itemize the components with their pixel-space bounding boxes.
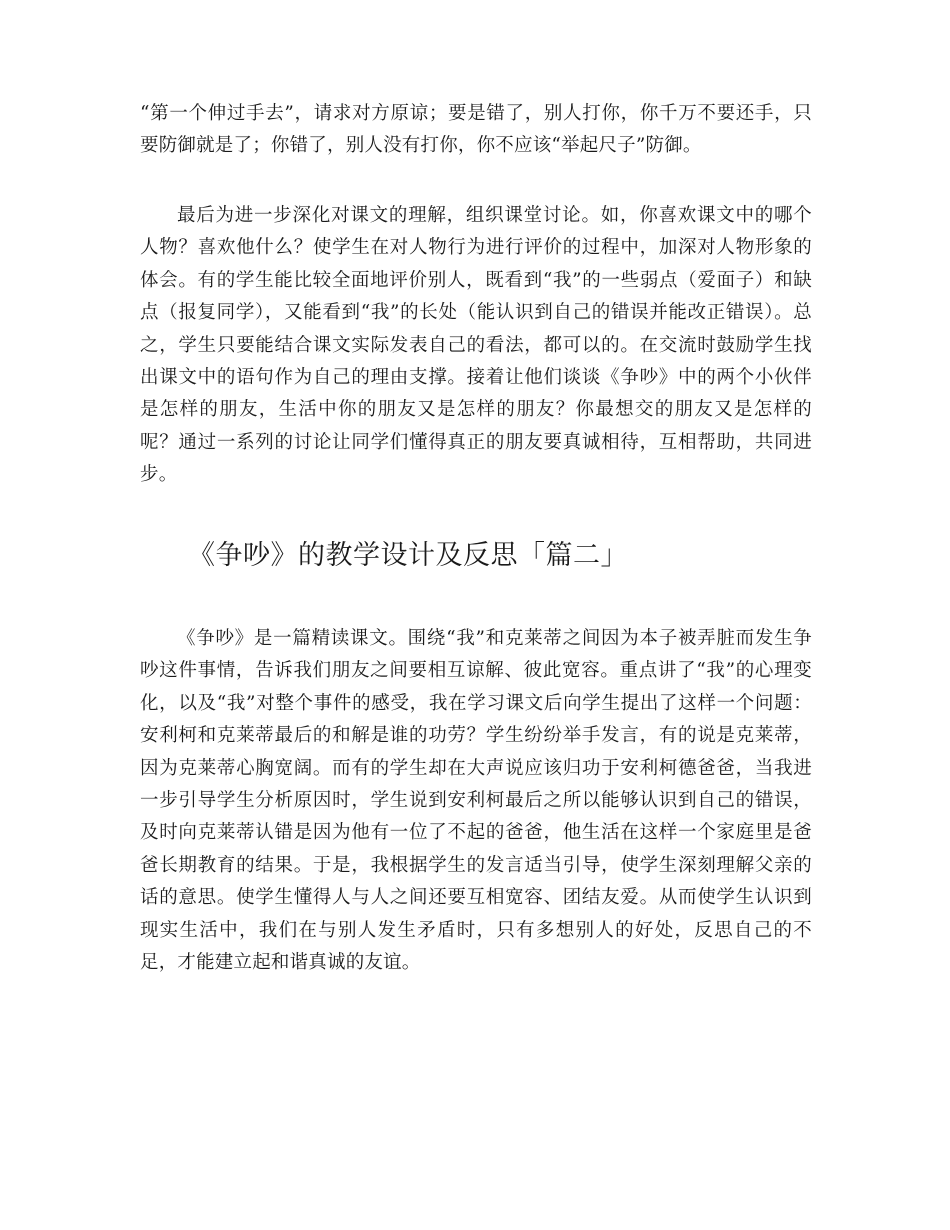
section-heading: 《争吵》的教学设计及反思「篇二」 — [188, 540, 628, 571]
paragraph-continued: “第一个伸过手去”，请求对方原谅；要是错了，别人打你，你千万不要还手，只要防御就是了；你错了，别人没有打你，你不应该“举起尺子”防御。 — [140, 103, 812, 157]
paragraph-reflection: 《争吵》是一篇精读课文。围绕“我”和克莱蒂之间因为本子被弄脏而发生争吵这件事情，告诉我们朋友之间要相互谅解、彼此宽容。重点讲了“我”的心理变化，以及“我”对整个事件的感受，我在学习课文后向学生提出了这样一个问题：安利柯和克莱蒂最后的和解是谁的功劳？学生纷纷举手发言，有的说是克莱蒂，因为克莱蒂心胸宽阔。而有的学生却在大声说应该归功于安利柯德爸爸，当我进一步引导学生分析原因时，学生说到安利柯最后之所以能够认识到自己的错误，及时向克莱蒂认错是因为他有一位了不起的爸爸，他生活在这样一个家庭里是爸爸长期教育的结果。于是，我根据学生的发言适当引导，使学生深刻理解父亲的话的意思。使学生懂得人与人之间还要互相宽容、团结友爱。从而使学生认识到现实生活中，我们在与别人发生矛盾时，只有多想别人的好处，反思自己的不足，才能建立起和谐真诚的友谊。 — [140, 628, 812, 974]
paragraph-discussion: 最后为进一步深化对课文的理解，组织课堂讨论。如，你喜欢课文中的哪个人物？喜欢他什么？使学生在对人物行为进行评价的过程中，加深对人物形象的体会。有的学生能比较全面地评价别人，既看到“我”的一些弱点（爱面子）和缺点（报复同学），又能看到“我”的长处（能认识到自己的错误并能改正错误）。总之，学生只要能结合课文实际发表自己的看法，都可以的。在交流时鼓励学生找出课文中的语句作为自己的理由支撑。接着让他们谈谈《争吵》中的两个小伙伴是怎样的朋友，生活中你的朋友又是怎样的朋友？你最想交的朋友又是怎样的呢？通过一系列的讨论让同学们懂得真正的朋友要真诚相待，互相帮助，共同进步。 — [140, 205, 812, 486]
